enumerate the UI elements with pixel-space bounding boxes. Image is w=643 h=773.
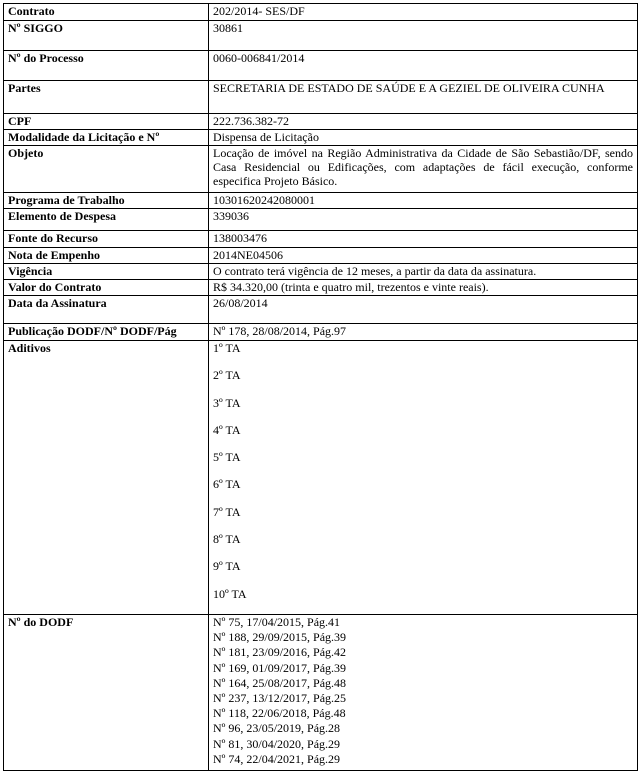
value-cpf: 222.736.382-72 <box>209 114 638 130</box>
dodf-item: Nº 81, 30/04/2020, Pág.29 <box>213 736 341 751</box>
value-publicacao: Nº 178, 28/08/2014, Pág.97 <box>209 324 638 341</box>
row-dodf <box>4 615 638 771</box>
label-processo: Nº do Processo <box>4 51 209 81</box>
label-dodf: Nº do DODF <box>4 615 209 771</box>
row-publicacao <box>4 324 638 341</box>
aditivo-item: 5º TA <box>213 450 241 465</box>
row-fonte <box>4 231 638 248</box>
dodf-item: Nº 75, 17/04/2015, Pág.41 <box>213 615 341 629</box>
value-processo: 0060-006841/2014 <box>209 51 638 81</box>
label-programa: Programa de Trabalho <box>4 193 209 209</box>
dodf-list <box>209 615 638 771</box>
value-empenho: 2014NE04506 <box>209 248 638 264</box>
value-fonte: 138003476 <box>209 231 638 248</box>
row-data-assinatura <box>4 296 638 324</box>
aditivo-item: 1º TA <box>213 341 241 355</box>
dodf-item: Nº 96, 23/05/2019, Pág.28 <box>213 721 341 736</box>
value-vigencia: O contrato terá vigência de 12 meses, a partir da data da assinatura. <box>209 264 638 280</box>
label-data-assinatura: Data da Assinatura <box>4 296 209 324</box>
label-cpf: CPF <box>4 114 209 130</box>
label-contrato: Contrato <box>4 4 209 21</box>
value-siggo: 30861 <box>209 21 638 51</box>
value-contrato: 202/2014- SES/DF <box>209 4 638 21</box>
dodf-item: Nº 74, 22/04/2021, Pág.29 <box>213 751 341 766</box>
label-modalidade: Modalidade da Licitação e Nº <box>4 130 209 146</box>
row-partes <box>4 81 638 114</box>
row-objeto <box>4 146 638 193</box>
aditivo-item: 8º TA <box>213 532 241 547</box>
value-partes: SECRETARIA DE ESTADO DE SAÚDE E A GEZIEL DE OLIVEIRA CUNHA <box>209 81 638 114</box>
dodf-item: Nº 118, 22/06/2018, Pág.48 <box>213 706 346 721</box>
aditivo-item: 2º TA <box>213 368 241 383</box>
row-valor <box>4 280 638 296</box>
label-publicacao: Publicação DODF/Nº DODF/Pág <box>4 324 209 341</box>
label-fonte: Fonte do Recurso <box>4 231 209 248</box>
label-valor: Valor do Contrato <box>4 280 209 296</box>
aditivo-item: 3º TA <box>213 395 241 410</box>
dodf-item: Nº 188, 29/09/2015, Pág.39 <box>213 630 347 645</box>
value-data-assinatura: 26/08/2014 <box>209 296 638 324</box>
label-objeto: Objeto <box>4 146 209 193</box>
label-aditivos: Aditivos <box>4 341 209 615</box>
row-cpf <box>4 114 638 130</box>
value-objeto: Locação de imóvel na Região Administrativa da Cidade de São Sebastião/DF, sendo Casa Residencial ou Edificações, com adaptações de fácil execução, conforme especifica Projeto Básico. <box>209 146 638 193</box>
value-elemento: 339036 <box>209 209 638 231</box>
dodf-item: Nº 164, 25/08/2017, Pág.48 <box>213 675 347 690</box>
row-empenho <box>4 248 638 264</box>
row-elemento <box>4 209 638 231</box>
aditivos-list <box>209 341 638 615</box>
value-modalidade: Dispensa de Licitação <box>209 130 638 146</box>
row-contrato <box>4 4 638 21</box>
row-siggo <box>4 21 638 51</box>
row-modalidade <box>4 130 638 146</box>
label-elemento: Elemento de Despesa <box>4 209 209 231</box>
aditivo-item: 6º TA <box>213 477 241 492</box>
row-programa <box>4 193 638 209</box>
aditivo-item: 10º TA <box>213 586 247 601</box>
label-empenho: Nota de Empenho <box>4 248 209 264</box>
value-programa: 10301620242080001 <box>209 193 638 209</box>
dodf-item: Nº 181, 23/09/2016, Pág.42 <box>213 645 347 660</box>
row-vigencia <box>4 264 638 280</box>
label-siggo: Nº SIGGO <box>4 21 209 51</box>
aditivo-item: 7º TA <box>213 504 241 519</box>
dodf-item: Nº 237, 13/12/2017, Pág.25 <box>213 690 347 705</box>
row-processo <box>4 51 638 81</box>
value-valor: R$ 34.320,00 (trinta e quatro mil, trezentos e vinte reais). <box>209 280 638 296</box>
label-partes: Partes <box>4 81 209 114</box>
label-vigencia: Vigência <box>4 264 209 280</box>
contract-table <box>3 3 638 771</box>
aditivo-item: 4º TA <box>213 422 241 437</box>
dodf-item: Nº 169, 01/09/2017, Pág.39 <box>213 660 347 675</box>
aditivo-item: 9º TA <box>213 559 241 574</box>
row-aditivos <box>4 341 638 615</box>
